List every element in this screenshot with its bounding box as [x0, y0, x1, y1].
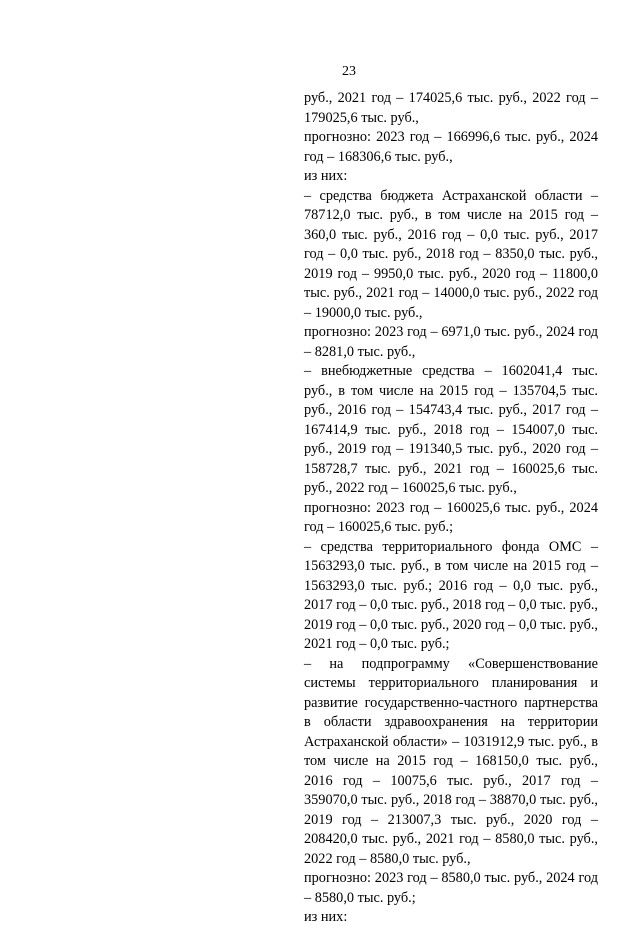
paragraph-territorial-oms-fund: – средства территориального фонда ОМС – 1563293,0 тыс. руб., в том числе на 2015 год – 1563293,0 тыс. руб.; 2016 год – 0,0 тыс. руб., 2017 год – 0,0 тыс. руб., 2018 год – 0,0 тыс. руб., 2019 год – 0,0 тыс. руб., 2020 год – 0,0 тыс. руб., 2021 год – 0,0 тыс. руб.; [304, 538, 598, 652]
paragraph-total-continuation: руб., 2021 год – 174025,6 тыс. руб., 2022 год – 179025,6 тыс. руб., [304, 90, 598, 126]
paragraph-forecast-subprogram: прогнозно: 2023 год – 8580,0 тыс. руб., 2024 год – 8580,0 тыс. руб.; [304, 870, 598, 906]
paragraph-extrabudgetary-funds: – внебюджетные средства – 1602041,4 тыс. руб., в том числе на 2015 год – 135704,5 тыс. руб., 2016 год – 154743,4 тыс. руб., 2017 год – 167414,9 тыс. руб., 2018 год – 154007,0 тыс. руб., 2019 год – 191340,5 тыс. руб., 2020 год – 158728,7 тыс. руб., 2021 год – 160025,6 тыс. руб., 2022 год – 160025,6 тыс. руб., [304, 363, 598, 496]
paragraph-subprogram-planning: – на подпрограмму «Совершенствование системы территориального планирования и развитие государственно-частного партнерства в области здравоохранения на территории Астраханской области» – 1031912,9 тыс. руб., в том числе на 2015 год – 168150,0 тыс. руб., 2016 год – 10075,6 тыс. руб., 2017 год – 359070,0 тыс. руб., 2018 год – 38870,0 тыс. руб., 2019 год – 213007,3 тыс. руб., 2020 год – 208420,0 тыс. руб., 2021 год – 8580,0 тыс. руб., 2022 год – 8580,0 тыс. руб., [304, 655, 598, 867]
page-number: 23 [342, 64, 356, 79]
paragraph-regional-budget: – средства бюджета Астраханской области – 78712,0 тыс. руб., в том числе на 2015 год – 360,0 тыс. руб., 2016 год – 0,0 тыс. руб., 2017 год – 0,0 тыс. руб., 2018 год – 8350,0 тыс. руб., 2019 год – 9950,0 тыс. руб., 2020 год – 11800,0 тыс. руб., 2021 год – 14000,0 тыс. руб., 2022 год – 19000,0 тыс. руб., [304, 187, 598, 321]
paragraph-of-which: из них: [304, 168, 348, 184]
paragraph-forecast-regional-budget: прогнозно: 2023 год – 6971,0 тыс. руб., 2024 год – 8281,0 тыс. руб., [304, 324, 598, 360]
paragraph-forecast-extrabudgetary: прогнозно: 2023 год – 160025,6 тыс. руб., 2024 год – 160025,6 тыс. руб.; [304, 499, 598, 535]
paragraph-forecast-total: прогнозно: 2023 год – 166996,6 тыс. руб., 2024 год – 168306,6 тыс. руб., [304, 129, 598, 165]
paragraph-of-which-final: из них: [304, 909, 348, 925]
document-body [304, 89, 598, 928]
